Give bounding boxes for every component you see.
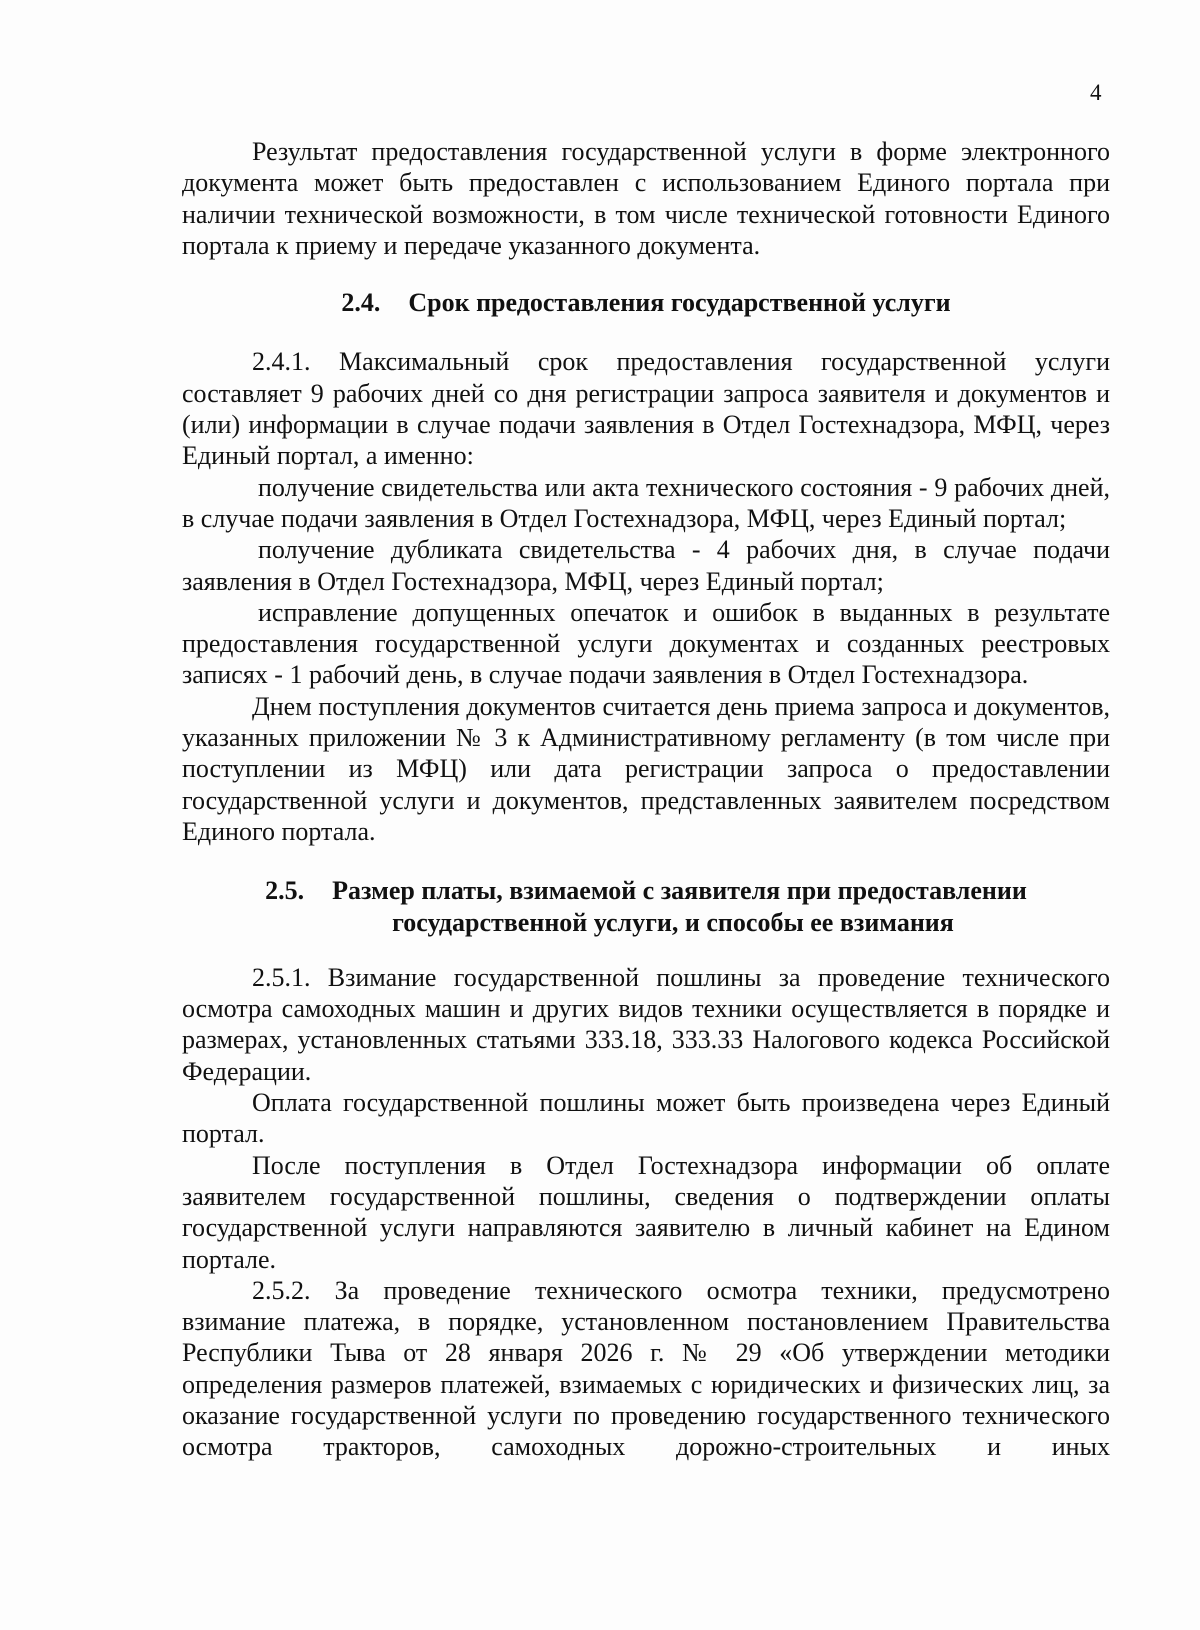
list-item: получение дубликата свидетельства - 4 рабочих дня, в случае подачи заявления в Отдел Гостехнадзора, МФЦ, через Единый портал;: [182, 535, 1110, 596]
page-number: 4: [1090, 80, 1102, 105]
section-2-5-heading: [182, 875, 1110, 938]
section-title-line-2: государственной услуги, и способы ее взимания: [392, 907, 954, 937]
paragraph-2-4-1: 2.4.1. Максимальный срок предоставления государственной услуги составляет 9 рабочих дней со дня регистрации запроса заявителя и документов и (или) информации в случае подачи заявления в Отдел Гостехнадзора, МФЦ, через Единый портал, а именно:: [182, 347, 1110, 471]
section-number: 2.5.: [265, 876, 305, 906]
paragraph: Оплата государственной пошлины может быть произведена через Единый портал.: [182, 1088, 1110, 1149]
intro-paragraph: Результат предоставления государственной услуги в форме электронного документа может быть предоставлен с использованием Единого портала при наличии технической возможности, в том числе технической готовности Единого портала к приему и передаче указанного документа.: [182, 137, 1110, 260]
list-item: получение свидетельства или акта технического состояния - 9 рабочих дней, в случае подачи заявления в Отдел Гостехнадзора, МФЦ, через Единый портал;: [182, 472, 1110, 533]
paragraph-2-5-1: 2.5.1. Взимание государственной пошлины за проведение технического осмотра самоходных машин и других видов техники осуществляется в порядке и размерах, установленных статьями 333.18, 333.33 Налогового кодекса Российской Федерации.: [182, 962, 1110, 1086]
document-body: [182, 136, 1110, 1463]
section-2-4-heading: [182, 287, 1110, 318]
section-title: Срок предоставления государственной услуги: [408, 288, 951, 318]
section-number: 2.4.: [341, 288, 381, 318]
paragraph: После поступления в Отдел Гостехнадзора информации об оплате заявителем государственной пошлины, сведения о подтверждении оплаты государственной услуги направляются заявителю в личный кабинет на Едином портале.: [182, 1150, 1110, 1274]
paragraph: Днем поступления документов считается день приема запроса и документов, указанных приложении № 3 к Административному регламенту (в том числе при поступлении из МФЦ) или дата регистрации запроса о предоставлении государственной услуги и документов, представленных заявителем посредством Единого портала.: [182, 691, 1110, 846]
list-item: исправление допущенных опечаток и ошибок в выданных в результате предоставления государственной услуги документах и созданных реестровых записях - 1 рабочий день, в случае подачи заявления в Отдел Гостехнадзора.: [182, 597, 1110, 690]
paragraph-2-5-2: 2.5.2. За проведение технического осмотра техники, предусмотрено взимание платежа, в порядке, установленном постановлением Правительства Республики Тыва от 28 января 2026 г. № 29 «Об утверждении методики определения размеров платежей, взимаемых с юридических и физических лиц, за оказание государственной услуги по проведению государственного технического осмотра тракторов, самоходных дорожно-строительных и иных: [182, 1275, 1110, 1462]
section-title-line-1: Размер платы, взимаемой с заявителя при предоставлении: [332, 876, 1027, 906]
